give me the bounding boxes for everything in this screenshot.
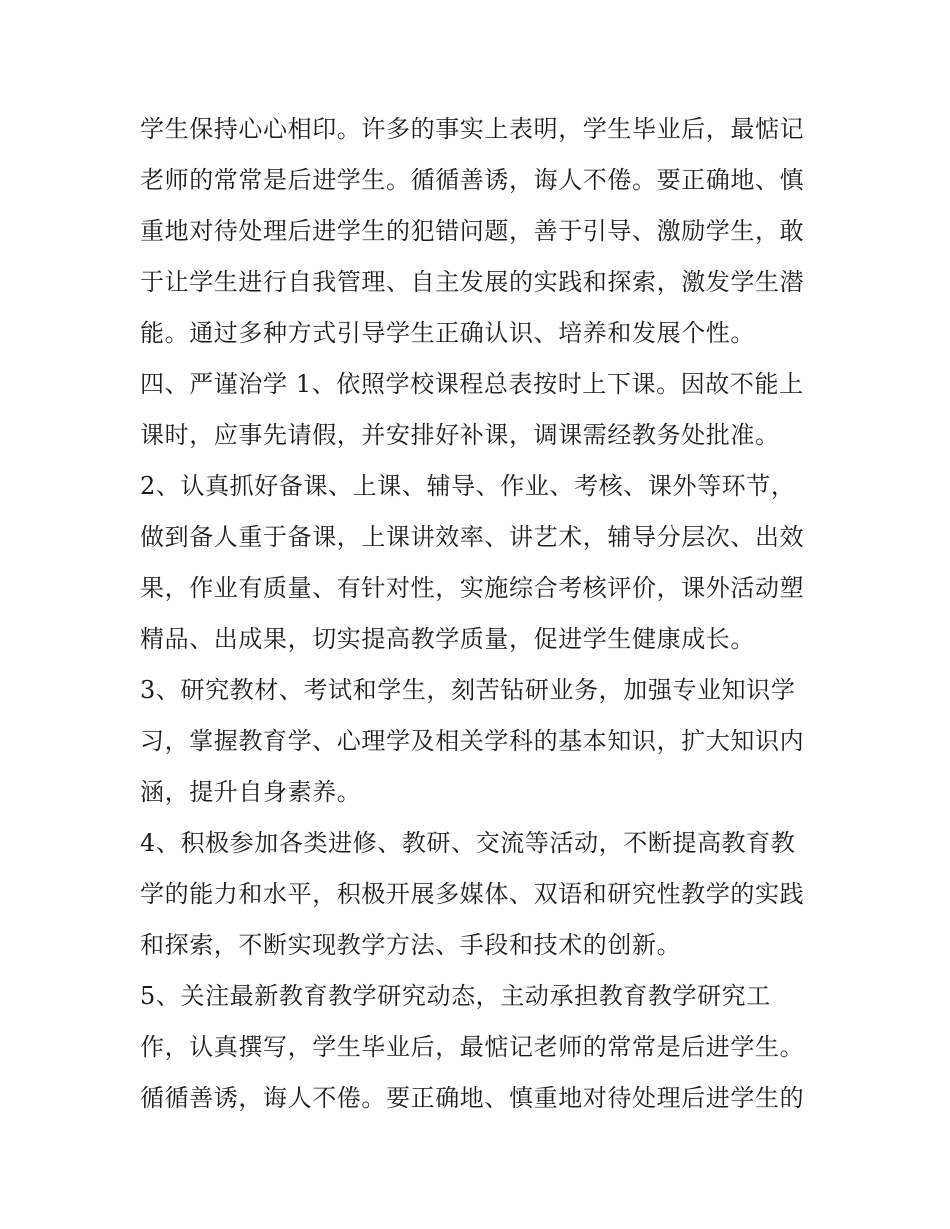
text-line: 4、积极参加各类进修、教研、交流等活动，不断提高教育教 <box>140 829 796 857</box>
text-line: 循循善诱，诲人不倦。要正确地、慎重地对待处理后进学生的 <box>140 1084 805 1112</box>
text-line: 学的能力和水平，积极开展多媒体、双语和研究性教学的实践 <box>140 880 805 908</box>
text-line: 2、认真抓好备课、上课、辅导、作业、考核、课外等环节， <box>140 472 796 500</box>
body-text <box>140 104 830 1124</box>
text-line: 习，掌握教育学、心理学及相关学科的基本知识，扩大知识内 <box>140 727 805 755</box>
text-line: 能。通过多种方式引导学生正确认识、培养和发展个性。 <box>140 319 755 347</box>
text-line: 于让学生进行自我管理、自主发展的实践和探索，激发学生潜 <box>140 268 805 296</box>
text-line: 果，作业有质量、有针对性，实施综合考核评价，课外活动塑 <box>140 574 805 602</box>
text-line: 5、关注最新教育教学研究动态，主动承担教育教学研究工 <box>140 982 771 1010</box>
text-line: 涵，提升自身素养。 <box>140 778 362 806</box>
text-line: 3、研究教材、考试和学生，刻苦钻研业务，加强专业知识学 <box>140 676 796 704</box>
text-line: 四、严谨治学 1、依照学校课程总表按时上下课。因故不能上 <box>140 370 804 398</box>
text-line: 做到备人重于备课，上课讲效率、讲艺术，辅导分层次、出效 <box>140 523 805 551</box>
text-line: 课时，应事先请假，并安排好补课，调课需经教务处批准。 <box>140 421 780 449</box>
text-line: 作，认真撰写，学生毕业后，最惦记老师的常常是后进学生。 <box>140 1033 805 1061</box>
text-line: 老师的常常是后进学生。循循善诱，诲人不倦。要正确地、慎 <box>140 166 805 194</box>
text-line: 精品、出成果，切实提高教学质量，促进学生健康成长。 <box>140 625 755 653</box>
text-line: 重地对待处理后进学生的犯错问题，善于引导、激励学生，敢 <box>140 217 805 245</box>
text-line: 和探索，不断实现教学方法、手段和技术的创新。 <box>140 931 682 959</box>
text-line: 学生保持心心相印。许多的事实上表明，学生毕业后，最惦记 <box>140 115 805 143</box>
